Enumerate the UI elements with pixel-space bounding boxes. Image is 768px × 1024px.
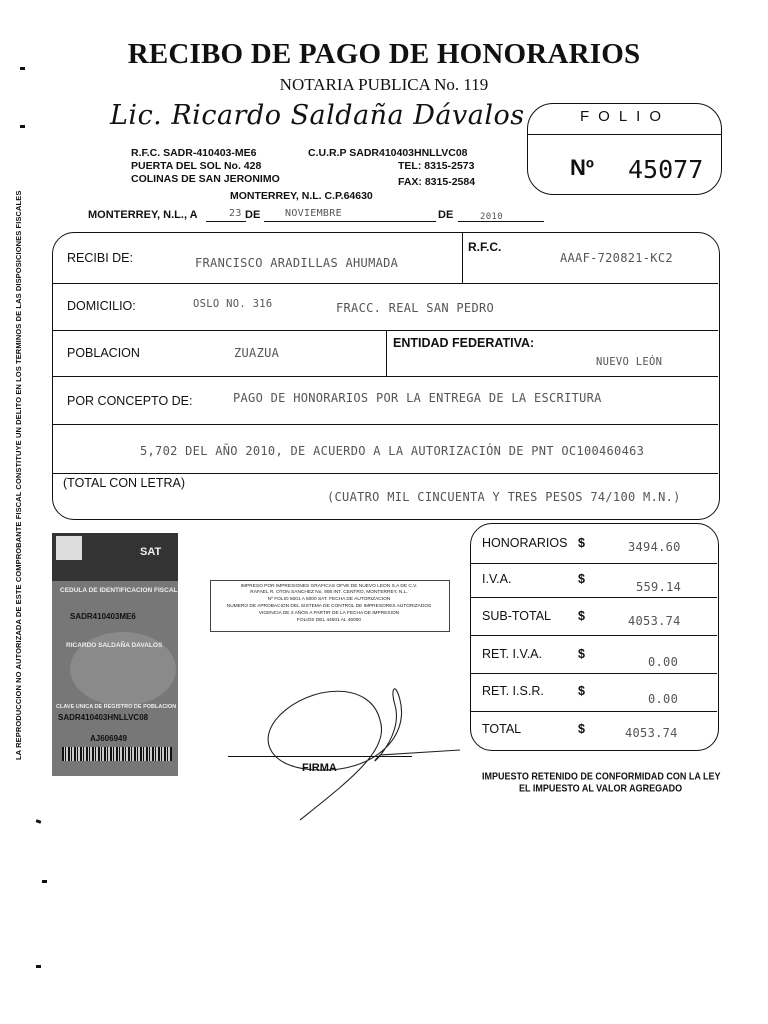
totals-label-ret-iva: RET. I.V.A. bbox=[482, 647, 542, 661]
row-divider-4 bbox=[52, 424, 718, 425]
totals-amount-ret-iva: 0.00 bbox=[648, 655, 679, 669]
domicilio-label: DOMICILIO: bbox=[67, 299, 136, 313]
sat-card-name: RICARDO SALDAÑA DAVALOS bbox=[66, 642, 163, 649]
concepto-value-line1: PAGO DE HONORARIOS POR LA ENTREGA DE LA ESCRITURA bbox=[233, 391, 602, 405]
footer-line1: IMPUESTO RETENIDO DE CONFORMIDAD CON LA LEY bbox=[482, 770, 721, 782]
date-day: 23 bbox=[229, 208, 242, 219]
totals-divider-5 bbox=[470, 711, 717, 712]
document-title: RECIBO DE PAGO DE HONORARIOS bbox=[127, 38, 641, 70]
row-divider-1 bbox=[52, 283, 718, 284]
sat-card-curp: SADR410403HNLLVC08 bbox=[58, 713, 149, 722]
footer-line2: EL IMPUESTO AL VALOR AGREGADO bbox=[519, 782, 683, 794]
concepto-value-line2: 5,702 DEL AÑO 2010, DE ACUERDO A LA AUTORIZACIÓN DE PNT OC100460463 bbox=[140, 444, 645, 458]
totals-amount-ret-isr: 0.00 bbox=[648, 692, 679, 706]
totals-amount-iva: 559.14 bbox=[636, 580, 682, 594]
totals-label-honorarios: HONORARIOS bbox=[482, 536, 568, 550]
scan-speck bbox=[36, 965, 41, 968]
issuer-fax: FAX: 8315-2584 bbox=[398, 176, 476, 188]
poblacion-label: POBLACION bbox=[67, 346, 140, 360]
folio-divider bbox=[527, 134, 722, 135]
domicilio-value-colonia: FRACC. REAL SAN PEDRO bbox=[336, 301, 495, 315]
totals-divider-1 bbox=[470, 563, 717, 564]
totals-label-ret-isr: RET. I.S.R. bbox=[482, 684, 544, 698]
scan-speck bbox=[42, 880, 47, 883]
entidad-divider bbox=[386, 330, 387, 376]
sat-card-line1: CEDULA DE IDENTIFICACION FISCAL bbox=[60, 587, 178, 594]
printer-stamp-line1: IMPRESO POR IMPRESIONES GRAFICAS OFVE DE NUEVO LEON S.A DE C.V. bbox=[240, 584, 418, 589]
totals-currency-ret-iva: $ bbox=[578, 647, 585, 661]
printer-stamp-line2: RAFAEL R. OTON SANCHEZ No. 908 INT. CENTRO, MONTERREY, N.L. bbox=[250, 590, 408, 595]
legal-vertical-text: LA REPRODUCCION NO AUTORIZADA DE ESTE COMPROBANTE FISCAL CONSTITUYE UN DELITO EN LOS TERMINOS DE LAS DISPOSICIONES FISCALES bbox=[14, 190, 23, 760]
sat-logo-icon bbox=[56, 536, 82, 560]
totals-divider-4 bbox=[470, 673, 717, 674]
totals-currency-honorarios: $ bbox=[578, 536, 585, 550]
recibi-value: FRANCISCO ARADILLAS AHUMADA bbox=[195, 256, 399, 270]
folio-number: 45077 bbox=[628, 155, 704, 184]
date-year: 2010 bbox=[480, 212, 503, 222]
totals-label-iva: I.V.A. bbox=[482, 572, 512, 586]
date-day-line bbox=[206, 221, 246, 222]
totals-currency-total: $ bbox=[578, 722, 585, 736]
total-letra-label: (TOTAL CON LETRA) bbox=[63, 476, 186, 490]
issuer-name: Lic. Ricardo Saldaña Dávalos bbox=[110, 100, 525, 131]
row-divider-2 bbox=[52, 330, 718, 331]
recibi-label: RECIBI DE: bbox=[67, 251, 133, 265]
scan-speck bbox=[20, 125, 25, 128]
sat-card-code: AJ606949 bbox=[90, 734, 127, 743]
totals-amount-honorarios: 3494.60 bbox=[628, 540, 681, 554]
total-letra-value: (CUATRO MIL CINCUENTA Y TRES PESOS 74/100 M.N.) bbox=[327, 490, 681, 504]
sat-card-barcode bbox=[62, 747, 172, 761]
concepto-label: POR CONCEPTO DE: bbox=[67, 394, 193, 408]
printer-stamp-line5: VIGENCIA DE 2 AÑOS A PARTIR DE LA FECHA DE IMPRESION bbox=[258, 611, 400, 616]
printer-stamp-line4: NUMERO DE APROBACION DEL SISTEMA DE CONTROL DE IMPRESORES AUTORIZADOS bbox=[226, 604, 432, 609]
folio-label: FOLIO bbox=[580, 108, 671, 125]
totals-label-total: TOTAL bbox=[482, 722, 522, 736]
notary-subtitle: NOTARIA PUBLICA No. 119 bbox=[279, 75, 489, 94]
sat-card-rfc: SADR410403ME6 bbox=[70, 612, 136, 621]
date-de2: DE bbox=[438, 209, 454, 221]
date-place-label: MONTERREY, N.L., A bbox=[88, 209, 198, 221]
totals-divider-3 bbox=[470, 635, 717, 636]
scan-speck bbox=[36, 819, 42, 824]
totals-divider-2 bbox=[470, 597, 717, 598]
signature-label: FIRMA bbox=[302, 762, 337, 774]
row-divider-5 bbox=[52, 473, 718, 474]
totals-box bbox=[470, 523, 719, 751]
issuer-curp: C.U.R.P SADR410403HNLLVC08 bbox=[308, 147, 468, 159]
totals-currency-subtotal: $ bbox=[578, 609, 585, 623]
row-divider-3 bbox=[52, 376, 718, 377]
domicilio-value-street: OSLO NO. 316 bbox=[193, 298, 273, 310]
issuer-rfc: R.F.C. SADR-410403-ME6 bbox=[131, 147, 257, 159]
signature-scribble bbox=[240, 660, 500, 830]
sat-card-line2: CLAVE UNICA DE REGISTRO DE POBLACION bbox=[56, 704, 177, 710]
issuer-tel: TEL: 8315-2573 bbox=[398, 160, 475, 172]
address-line3: MONTERREY, N.L. C.P.64630 bbox=[230, 190, 373, 202]
totals-amount-total: 4053.74 bbox=[625, 726, 678, 740]
date-month: NOVIEMBRE bbox=[285, 208, 342, 219]
date-month-line bbox=[264, 221, 436, 222]
client-rfc-value: AAAF-720821-KC2 bbox=[560, 251, 673, 265]
entidad-value: NUEVO LEÓN bbox=[596, 356, 663, 368]
sat-logo-text: SAT bbox=[140, 546, 162, 558]
totals-amount-subtotal: 4053.74 bbox=[628, 614, 681, 628]
address-line1: PUERTA DEL SOL No. 428 bbox=[131, 160, 262, 172]
totals-label-subtotal: SUB-TOTAL bbox=[482, 609, 551, 623]
printer-stamp-line3: Nº FOLIO 5001 A 6000 SAT. FECHA DE AUTORIZACION bbox=[267, 597, 391, 602]
poblacion-value: ZUAZUA bbox=[234, 346, 280, 360]
printer-stamp-line6: FOLIOS DEL 44501 AL 46000 bbox=[296, 618, 362, 623]
folio-no-label: Nº bbox=[570, 155, 594, 180]
totals-currency-ret-isr: $ bbox=[578, 684, 585, 698]
signature-line bbox=[228, 756, 412, 757]
address-line2: COLINAS DE SAN JERONIMO bbox=[131, 173, 280, 185]
client-rfc-label: R.F.C. bbox=[468, 240, 502, 254]
rfc-divider bbox=[462, 232, 463, 283]
scan-speck bbox=[20, 67, 25, 70]
totals-currency-iva: $ bbox=[578, 572, 585, 586]
entidad-label: ENTIDAD FEDERATIVA: bbox=[393, 336, 535, 350]
date-de1: DE bbox=[245, 209, 261, 221]
